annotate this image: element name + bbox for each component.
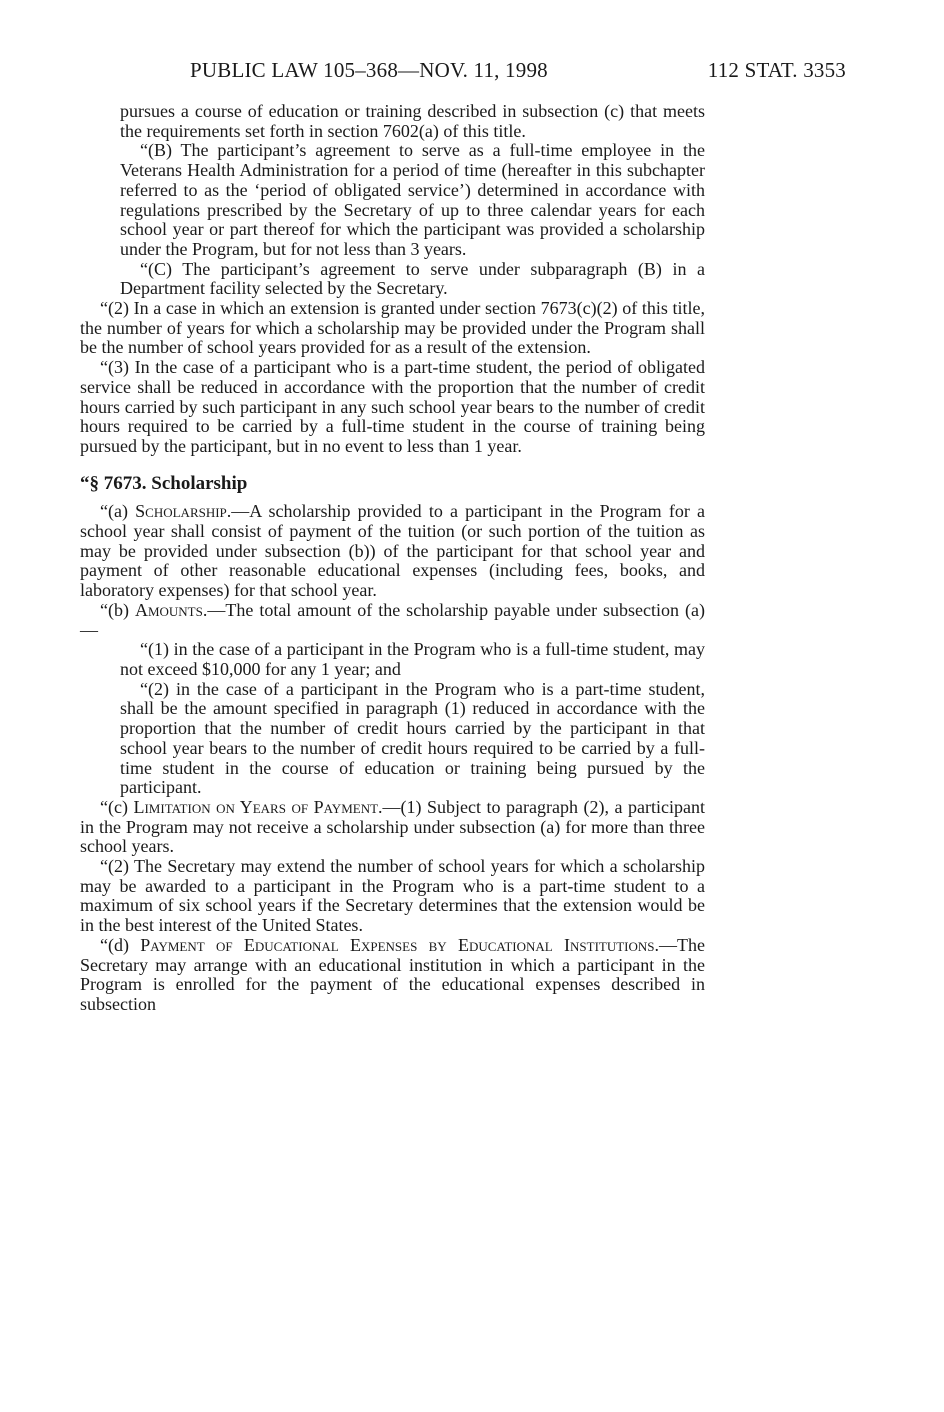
subsection-d-open: “(d) — [100, 934, 141, 955]
paragraph-continued: pursues a course of education or training described in subsection (c) that meets the requirements set forth in section 7602(a) of this title. — [120, 101, 705, 141]
subsection-a-label: Scholarship — [135, 501, 227, 522]
subsection-c-open: “(c) — [100, 796, 134, 817]
subsection-c-label: Limitation on Years of Payment — [133, 796, 379, 817]
paragraph-1c: “(C) The participant’s agreement to serve under subparagraph (B) in a Department facility selected by the Secretary. — [120, 258, 705, 299]
page-header — [190, 56, 846, 84]
paragraph-1b: “(B) The participant’s agreement to serve as a full-time employee in the Veterans Health Administration for a period of time (hereafter in this subchapter referred to as the ‘period of obligated service’) determined in accordance with regulations prescribed by the Secretary of up to three calendar years for each school year or part thereof for which the participant was provided a scholarship under the Program, but for not less than 3 years. — [120, 140, 705, 259]
statute-page-number: 112 STAT. 3353 — [707, 58, 846, 82]
subsection-c-paragraph-2: “(2) The Secretary may extend the number of school years for which a scholarship may be awarded to a participant in the Program who is a part-time student to a maximum of six school years if the Secretary determines that the extension would be in the best interest of the United States. — [80, 856, 705, 936]
subsection-b-label: Amounts — [134, 599, 203, 620]
subsection-a-open: “(a) — [100, 501, 136, 522]
section-heading: “§ 7673. Scholarship — [80, 472, 248, 494]
subsection-b-open: “(b) — [100, 599, 135, 620]
subsection-b-paragraph-2: “(2) in the case of a participant in the Program who is a part-time student, shall be the amount specified in paragraph (1) reduced in accordance with the proportion that the number of credit hours carried by the participant in that school year bears to the number of credit hours required to be carried by a full-time student in the course of education or training being pursued by the participant. — [120, 678, 705, 798]
subsection-c-text: .—(1) Subject to paragraph (2), a participant in the Program may not receive a scholarship under subsection (a) for more than three school years. — [80, 796, 705, 857]
subsection-b-text: .—The total amount of the scholarship payable under subsection (a)— — [80, 599, 705, 640]
subsection-d-label: Payment of Educational Expenses by Educational Institutions — [140, 934, 655, 955]
public-law-citation: PUBLIC LAW 105–368—NOV. 11, 1998 — [190, 58, 548, 82]
subsection-b — [80, 601, 705, 640]
subsection-b-paragraph-1: “(1) in the case of a participant in the Program who is a full-time student, may not exceed $10,000 for any 1 year; and — [120, 639, 705, 679]
subsection-c — [80, 798, 705, 857]
paragraph-2: “(2) In a case in which an extension is granted under section 7673(c)(2) of this title, the number of years for which a scholarship may be provided under the Program shall be the number of school years provided for as a result of the extension. — [80, 298, 705, 358]
subsection-a — [80, 502, 705, 601]
paragraph-3: “(3) In the case of a participant who is a part-time student, the period of obligated service shall be reduced in accordance with the proportion that the number of credit hours carried by such participant in any such school year bears to the number of credit hours required to be carried by a full-time student in the course of training being pursued by the participant, but in no event to less than 1 year. — [80, 357, 705, 456]
subsection-d — [80, 936, 705, 1015]
subsection-d-text: .—The Secretary may arrange with an educational institution in which a participant in the Program is enrolled for the payment of the educational expenses described in subsection — [80, 934, 705, 1014]
document-body — [80, 102, 705, 1015]
subsection-a-text: .—A scholarship provided to a participant in the Program for a school year shall consist of payment of the tuition (or such portion of the tuition as may be provided under subsection (b)) of the participant for that school year and payment of other reasonable educational expenses (including fees, books, and laboratory expenses) for that school year. — [80, 501, 706, 601]
